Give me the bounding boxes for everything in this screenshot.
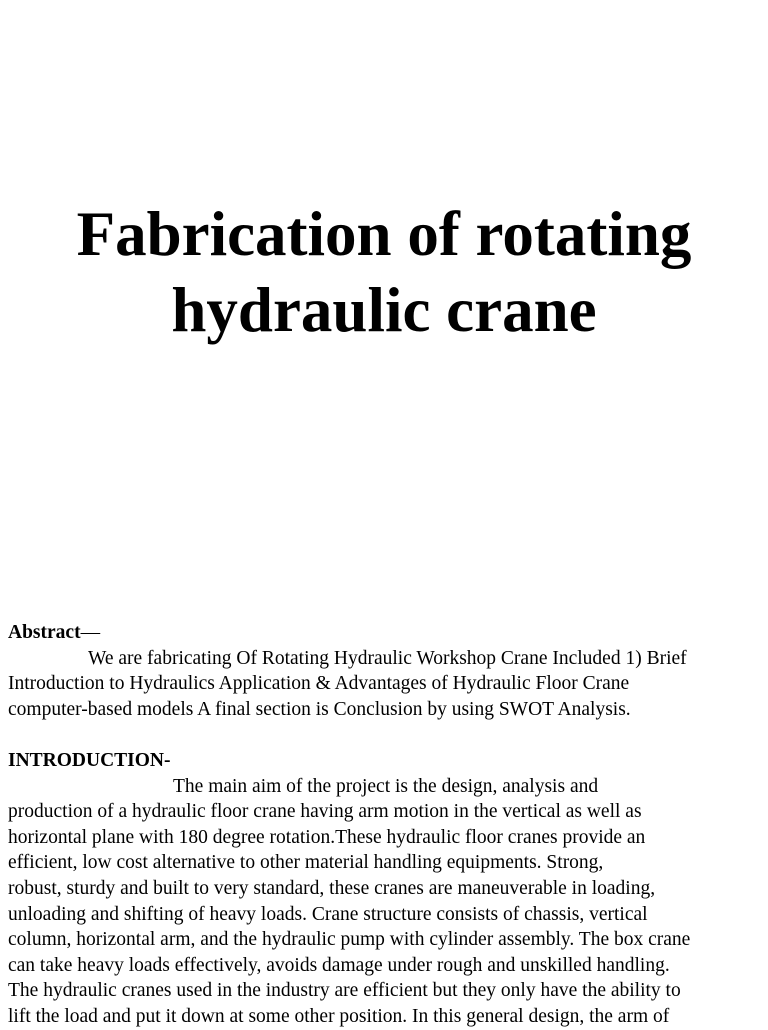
title-line-1: Fabrication of rotating [76, 199, 692, 269]
abstract-line-3: computer-based models A final section is Conclusion by using SWOT Analysis. [8, 698, 631, 720]
abstract-line-2: Introduction to Hydraulics Application & Advantages of Hydraulic Floor Crane [8, 673, 630, 695]
abstract-heading: Abstract [8, 622, 81, 643]
intro-line-1: The main aim of the project is the design, analysis and [173, 775, 599, 797]
abstract-dash: — [80, 622, 101, 643]
intro-line-4: efficient, low cost alternative to other material handling equipments. Strong, [8, 852, 604, 874]
intro-line-2: production of a hydraulic floor crane having arm motion in the vertical as well as [8, 801, 642, 823]
title-line-2: hydraulic crane [171, 275, 597, 345]
intro-line-3: horizontal plane with 180 degree rotation.These hydraulic floor cranes provide an [8, 826, 646, 848]
intro-line-6: unloading and shifting of heavy loads. Crane structure consists of chassis, vertical [8, 903, 648, 925]
introduction-heading: INTRODUCTION- [8, 749, 171, 771]
intro-line-8: can take heavy loads effectively, avoids damage under rough and unskilled handling. [8, 954, 670, 976]
paragraph-spacer [8, 722, 768, 748]
document-title [0, 196, 768, 348]
intro-line-10: lift the load and put it down at some other position. In this general design, the arm of [8, 1005, 670, 1027]
abstract-line-1: We are fabricating Of Rotating Hydraulic Workshop Crane Included 1) Brief [88, 647, 687, 669]
intro-line-5: robust, sturdy and built to very standard, these cranes are maneuverable in loading, [8, 877, 656, 899]
intro-line-9: The hydraulic cranes used in the industry are efficient but they only have the ability to [8, 980, 681, 1002]
intro-line-7: column, horizontal arm, and the hydraulic pump with cylinder assembly. The box crane [8, 929, 691, 951]
document-body [8, 620, 768, 1030]
abstract-heading-line [8, 620, 768, 646]
